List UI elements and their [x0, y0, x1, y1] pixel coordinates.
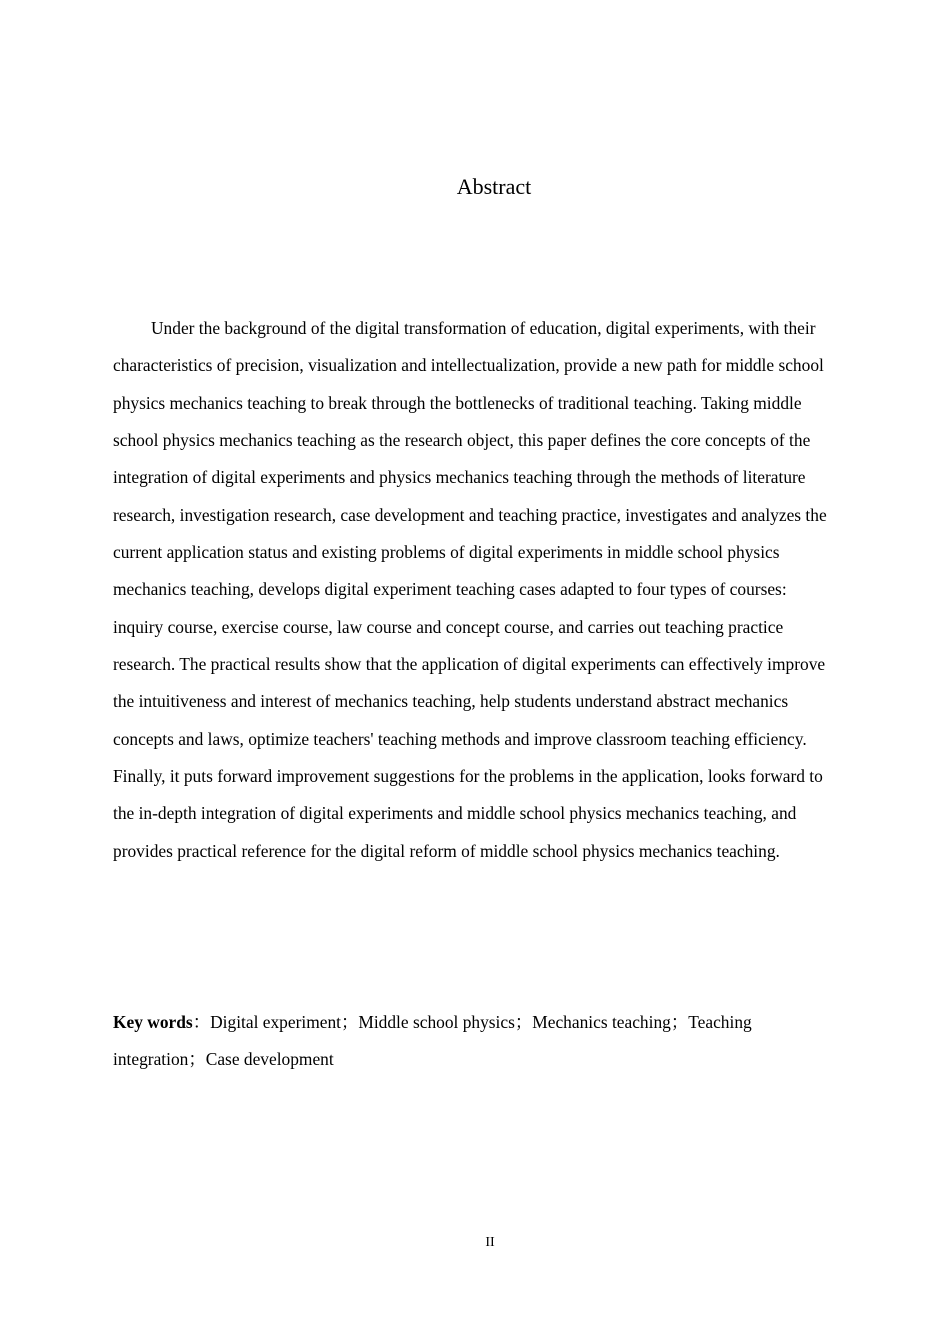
keywords-line	[113, 1004, 837, 1079]
keywords-label: Key words	[113, 1012, 193, 1032]
keywords-list: Digital experiment；Middle school physics；Mechanics teaching；Teaching integration；Case development	[113, 1012, 752, 1070]
abstract-title: Abstract	[456, 174, 532, 199]
page-number: II	[485, 1235, 495, 1250]
keywords-separator: ：	[192, 1012, 211, 1032]
abstract-body: Under the background of the digital transformation of education, digital experiments, with their characteristics of precision, visualization and intellectualization, provide a new path for middle school physics mechanics teaching to break through the bottlenecks of traditional teaching. Taking middle school physics mechanics teaching as the research object, this paper defines the core concepts of the integration of digital experiments and physics mechanics teaching through the methods of literature research, investigation research, case development and teaching practice, investigates and analyzes the current application status and existing problems of digital experiments in middle school physics mechanics teaching, develops digital experiment teaching cases adapted to four types of courses: inquiry course, exercise course, law course and concept course, and carries out teaching practice research. The practical results show that the application of digital experiments can effectively improve the intuitiveness and interest of mechanics teaching, help students understand abstract mechanics concepts and laws, optimize teachers' teaching methods and improve classroom teaching efficiency. Finally, it puts forward improvement suggestions for the problems in the application, looks forward to the in-depth integration of digital experiments and middle school physics mechanics teaching, and provides practical reference for the digital reform of middle school physics mechanics teaching.	[113, 318, 827, 861]
